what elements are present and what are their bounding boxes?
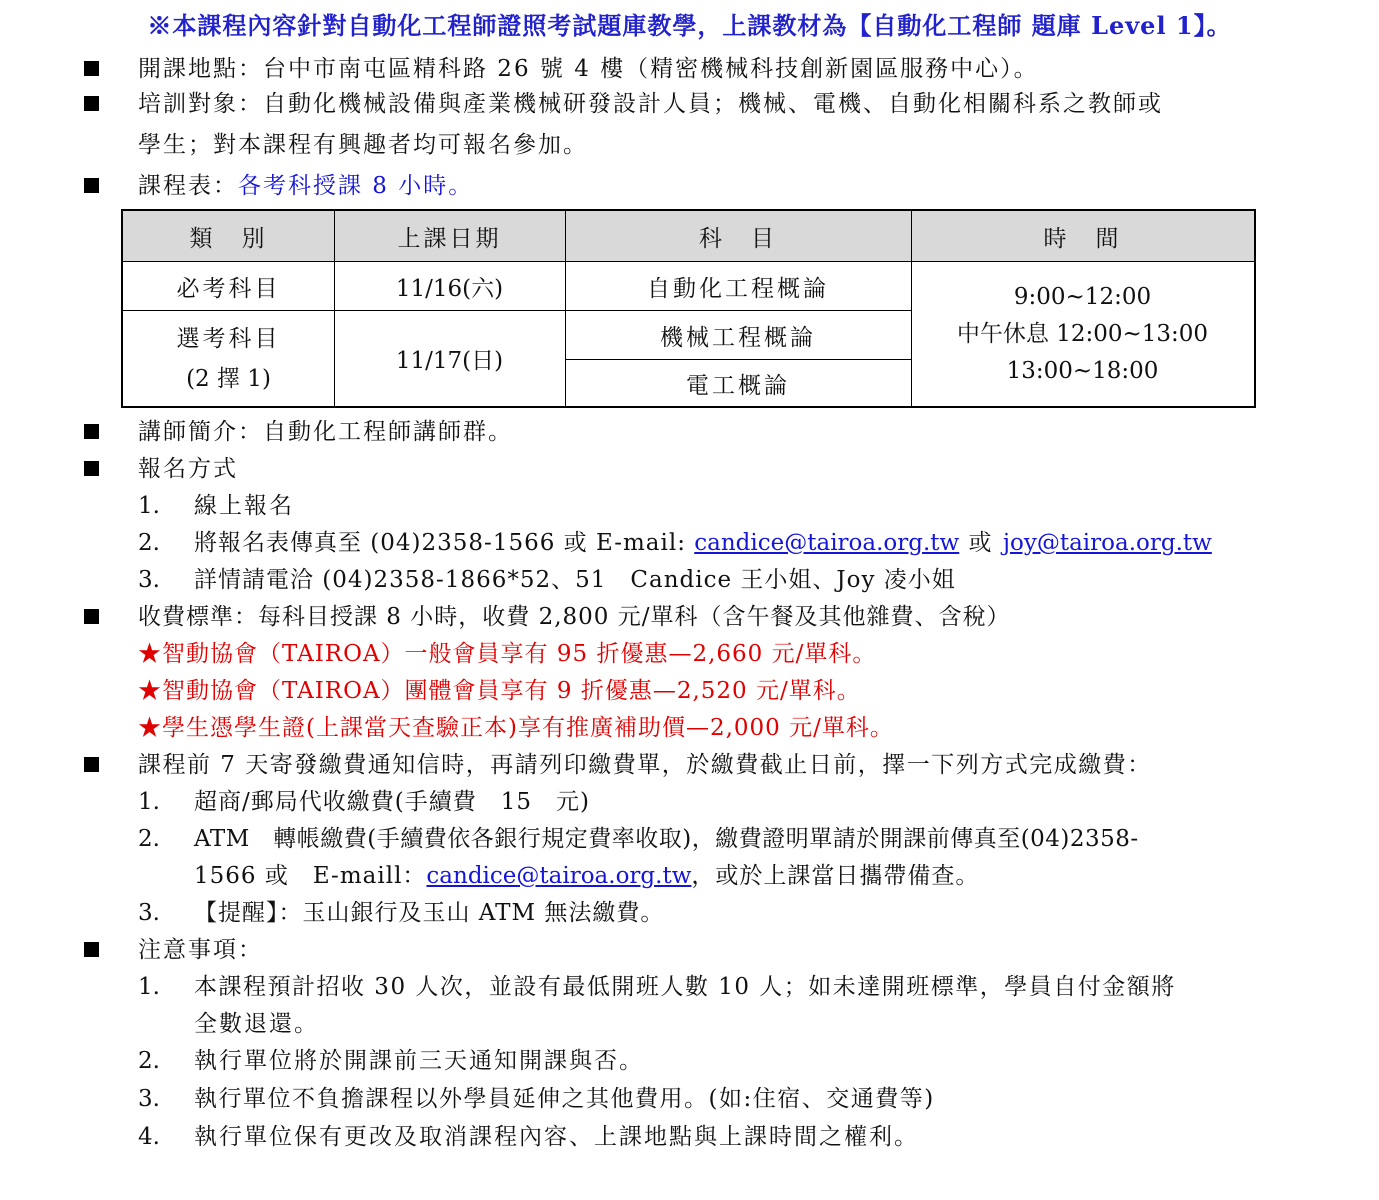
bullet-icon	[84, 609, 99, 624]
payment-item-2	[138, 824, 1139, 854]
registration-item-2	[138, 528, 1212, 558]
list-number: 2.	[138, 1048, 160, 1074]
notes-heading: 注意事項：	[138, 937, 263, 963]
registration-online: 線上報名	[194, 493, 294, 519]
bullet-icon	[84, 424, 99, 439]
table-header-time: 時 間	[911, 211, 1254, 261]
list-number: 3.	[138, 1086, 160, 1112]
list-number: 4.	[138, 1124, 160, 1150]
table-cell-time	[911, 262, 1254, 406]
bullet-icon	[84, 178, 99, 193]
page-title: ※本課程內容針對自動化工程師證照考試題庫教學，上課教材為【自動化工程師 題庫 Level 1】。	[147, 11, 1232, 40]
schedule-label: 課程表：	[138, 173, 238, 199]
table-cell-subject: 自動化工程概論	[647, 275, 829, 302]
bullet-icon	[84, 461, 99, 476]
schedule-note: 各考科授課 8 小時。	[238, 173, 474, 199]
registration-heading: 報名方式	[138, 456, 238, 482]
or-text: 或	[959, 530, 1003, 556]
fee-discount-general: ★智動協會（TAIROA）一般會員享有 95 折優惠—2,660 元/單科。	[138, 641, 877, 667]
table-cell-category	[123, 311, 334, 406]
list-number: 2.	[138, 826, 160, 852]
notes-notify: 執行單位將於開課前三天通知開課與否。	[194, 1048, 644, 1074]
bullet-icon	[84, 61, 99, 76]
table-cell-subject: 電工概論	[686, 372, 790, 399]
schedule-table	[121, 209, 1256, 408]
category-elective-note: (2 擇 1)	[186, 365, 271, 392]
registration-fax: 將報名表傳真至 (04)2358-1566 或 E-mail:	[194, 530, 695, 556]
email-link-joy[interactable]: joy@tairoa.org.tw	[1002, 530, 1212, 556]
payment-fax-email: 1566 或 E-maill：	[194, 863, 427, 889]
list-number: 1.	[138, 493, 160, 519]
table-cell-date: 11/16(六)	[395, 275, 504, 302]
table-header-date: 上課日期	[334, 211, 565, 261]
notes-item-3	[138, 1084, 935, 1114]
target-text-line2: 學生；對本課程有興趣者均可報名參加。	[138, 132, 588, 158]
registration-item-1	[138, 491, 294, 521]
table-cell-subject: 機械工程概論	[660, 324, 816, 351]
bullet-icon	[84, 96, 99, 111]
payment-reminder: 【提醒】：玉山銀行及玉山 ATM 無法繳費。	[194, 900, 665, 926]
time-lunch: 中午休息 12:00~13:00	[956, 320, 1209, 347]
bullet-icon	[84, 942, 99, 957]
notes-expenses: 執行單位不負擔課程以外學員延伸之其他費用。(如:住宿、交通費等)	[194, 1086, 935, 1112]
list-number: 3.	[138, 900, 160, 926]
schedule-heading	[138, 171, 473, 201]
notes-rights: 執行單位保有更改及取消課程內容、上課地點與上課時間之權利。	[194, 1124, 919, 1150]
time-morning: 9:00~12:00	[1013, 283, 1152, 310]
list-number: 1.	[138, 974, 160, 1000]
notes-item-1	[138, 972, 1176, 1002]
table-cell-date: 11/17(日)	[395, 348, 504, 374]
table-header-category: 類 別	[123, 211, 334, 261]
list-number: 2.	[138, 530, 160, 556]
list-number: 3.	[138, 567, 160, 593]
notes-item-1-cont: 全數退還。	[194, 1011, 319, 1037]
email-link-candice[interactable]: candice@tairoa.org.tw	[694, 530, 960, 556]
fee-discount-student: ★學生憑學生證(上課當天查驗正本)享有推廣補助價—2,000 元/單科。	[138, 715, 894, 741]
notes-item-2	[138, 1046, 644, 1076]
notes-item-4	[138, 1122, 919, 1152]
registration-contact: 詳情請電洽 (04)2358-1866*52、51 Candice 王小姐、Joy 凌小姐	[194, 567, 956, 593]
time-afternoon: 13:00~18:00	[1006, 357, 1159, 384]
payment-bring: ，或於上課當日攜帶備查。	[691, 863, 980, 889]
payment-item-1	[138, 787, 590, 817]
payment-convenience: 超商/郵局代收繳費(手續費 15 元)	[194, 789, 590, 815]
target-text-line1: 培訓對象：自動化機械設備與產業機械研發設計人員；機械、電機、自動化相關科系之教師或	[138, 91, 1163, 117]
table-header-subject: 科 目	[565, 211, 911, 261]
instructor-text: 講師簡介：自動化工程師講師群。	[138, 419, 513, 445]
category-elective: 選考科目	[176, 325, 281, 352]
fee-discount-group: ★智動協會（TAIROA）團體會員享有 9 折優惠—2,520 元/單科。	[138, 678, 861, 704]
registration-item-3	[138, 565, 956, 595]
bullet-icon	[84, 757, 99, 772]
list-number: 1.	[138, 789, 160, 815]
payment-item-3	[138, 898, 664, 928]
payment-item-2-cont	[194, 861, 979, 891]
payment-atm: ATM 轉帳繳費(手續費依各銀行規定費率收取)，繳費證明單請於開課前傳真至(04)2358-	[194, 826, 1139, 852]
email-link-candice[interactable]: candice@tairoa.org.tw	[426, 863, 692, 889]
table-cell-category: 必考科目	[176, 275, 281, 302]
fee-standard: 收費標準：每科目授課 8 小時，收費 2,800 元/單科（含午餐及其他雜費、含稅）	[138, 604, 1011, 630]
notes-enrollment: 本課程預計招收 30 人次，並設有最低開班人數 10 人；如未達開班標準，學員自付金額將	[194, 974, 1176, 1000]
location-text: 開課地點：台中市南屯區精科路 26 號 4 樓（精密機械科技創新園區服務中心）。	[138, 56, 1039, 82]
payment-intro: 課程前 7 天寄發繳費通知信時，再請列印繳費單，於繳費截止日前，擇一下列方式完成繳費：	[138, 752, 1152, 778]
